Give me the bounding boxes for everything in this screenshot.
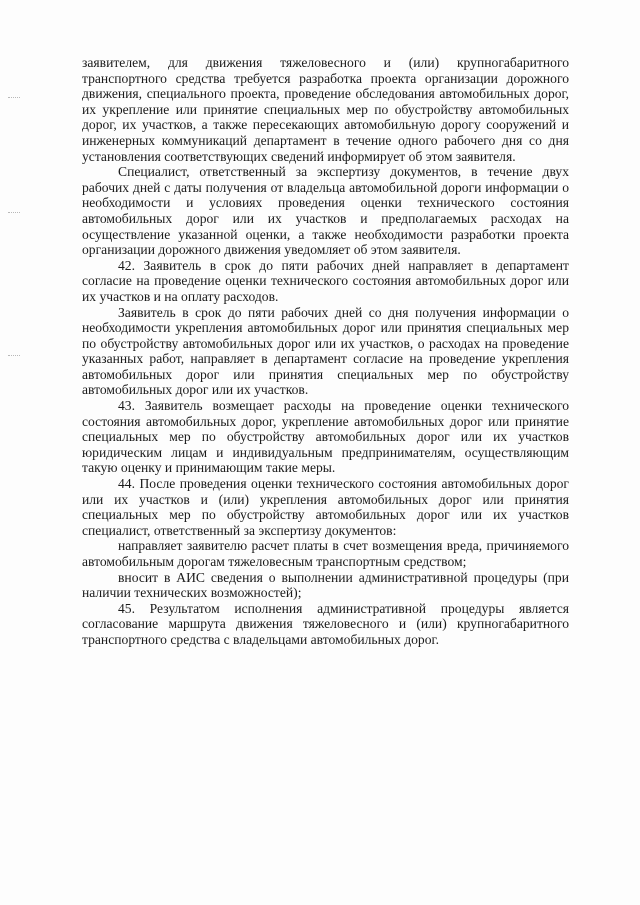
paragraph-specialist-notice: Специалист, ответственный за экспертизу документов, в течение двух рабочих дней с даты получения от владельца автомобильной дороги информации о необходимости и условиях проведения оценки технического состояния автомобильных дорог или их участков и предполагаемых расходах на осуществление указанной оценки, а также необходимости разработки проекта организации дорожного движения уведомляет об этом заявителя. bbox=[82, 164, 569, 258]
paragraph-43: 43. Заявитель возмещает расходы на проведение оценки технического состояния автомобильных дорог, укрепление автомобильных дорог или принятие специальных мер по обустройству автомобильных дорог или их участков юридическим лицам и индивидуальным предпринимателям, осуществляющим такую оценку и принимающим такие меры. bbox=[82, 398, 569, 476]
paragraph-42: 42. Заявитель в срок до пяти рабочих дней направляет в департамент согласие на проведение оценки технического состояния автомобильных дорог или их участков и на оплату расходов. bbox=[82, 257, 569, 304]
paragraph-send-calculation: направляет заявителю расчет платы в счет возмещения вреда, причиняемого автомобильным дорогам тяжеловесным транспортным средством; bbox=[82, 538, 569, 569]
margin-mark bbox=[8, 355, 20, 358]
paragraph-44: 44. После проведения оценки технического состояния автомобильных дорог или их участков и (или) укрепления автомобильных дорог или принятия специальных мер по обустройству автомобильных дорог или их участков специалист, ответственный за экспертизу документов: bbox=[82, 476, 569, 538]
paragraph-ais-entry: вносит в АИС сведения о выполнении административной процедуры (при наличии технических возможностей); bbox=[82, 569, 569, 601]
margin-mark bbox=[8, 97, 20, 100]
paragraph-45: 45. Результатом исполнения административной процедуры является согласование маршрута движения тяжеловесного и (или) крупногабаритного транспортного средства с владельцами автомобильных дорог. bbox=[82, 600, 569, 647]
document-body bbox=[82, 55, 569, 648]
paragraph-continuation: заявителем, для движения тяжеловесного и (или) крупногабаритного транспортного средства требуется разработка проекта организации дорожного движения, специального проекта, проведение обследования автомобильных дорог, их укрепление или принятие специальных мер по обустройству автомобильных дорог, их участков, а также пересекающих автомобильную дорогу сооружений и инженерных коммуникаций департамент в течение одного рабочего дня со дня установления соответствующих сведений информирует об этом заявителя. bbox=[82, 55, 569, 164]
margin-mark bbox=[8, 212, 20, 215]
paragraph-applicant-consent: Заявитель в срок до пяти рабочих дней со дня получения информации о необходимости укрепления автомобильных дорог или принятия специальных мер по обустройству автомобильных дорог или их участков, о расходах на проведение указанных работ, направляет в департамент согласие на проведение укрепления автомобильных дорог или принятия специальных мер по обустройству автомобильных дорог или их участков. bbox=[82, 304, 569, 398]
